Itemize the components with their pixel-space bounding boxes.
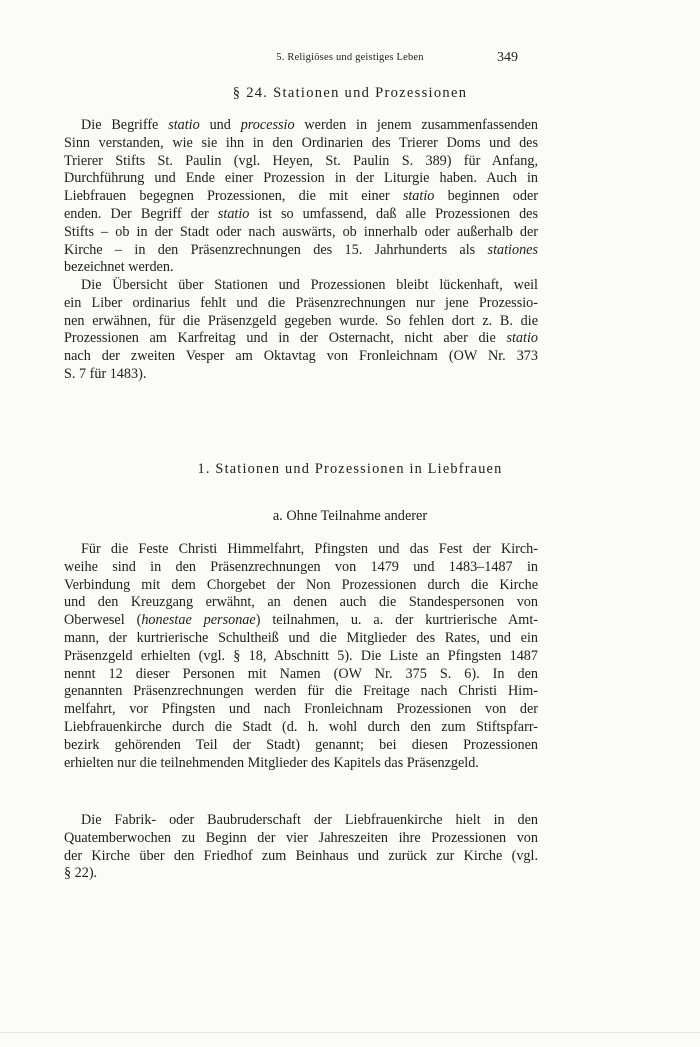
italic-term: statio — [506, 330, 538, 347]
text-run: Prozessionen am Karfreitag und in der Osternacht, nicht aber die — [64, 330, 507, 347]
text-line — [64, 242, 538, 260]
text-run: enden. Der Begriff der — [64, 205, 218, 222]
text-line — [64, 848, 538, 866]
text-line — [64, 612, 538, 630]
text-line — [64, 830, 538, 848]
text-run: werden in jenem zusammenfassenden — [294, 117, 538, 133]
text-run: Die Fabrik- oder Baubruderschaft der Liebfrauenkirche hielt in den — [81, 812, 538, 828]
text-run: S. 7 für 1483). — [64, 365, 147, 382]
text-line — [64, 737, 538, 755]
text-run: Liebfrauen begegnen Prozessionen, die mit einer — [64, 188, 403, 205]
text-line — [64, 812, 538, 830]
subheading-without-participation: a. Ohne Teilnahme anderer — [272, 508, 428, 524]
text-run: ist so umfassend, daß alle Prozessionen des — [249, 205, 538, 222]
section-title: § 24. Stationen und Prozessionen — [232, 85, 468, 101]
text-line — [64, 366, 538, 384]
text-line — [64, 170, 538, 188]
text-run: Trierer Stifts St. Paulin (vgl. Heyen, St. Paulin S. 389) für Anfang, — [64, 152, 538, 169]
text-run: weihe sind in den Präsenzrechnungen von 1479 und 1483–1487 in — [64, 558, 538, 575]
text-line — [64, 630, 538, 648]
paragraph-2-text — [64, 277, 538, 384]
text-run: beginnen oder — [434, 188, 538, 205]
text-run: Oberwesel ( — [64, 612, 142, 629]
text-line — [64, 755, 538, 773]
italic-term: stationes — [487, 241, 538, 258]
italic-term: processio — [240, 117, 295, 133]
text-run: mann, der kurtrierische Schultheiß und die Mitglieder des Rates, und ein — [64, 629, 538, 646]
text-line — [64, 701, 538, 719]
text-run: melfahrt, vor Pfingsten und nach Fronleichnam Prozessionen von der — [64, 701, 538, 718]
text-run: bezirk gehörenden Teil der Stadt) genannt; bei diesen Prozessionen — [64, 736, 538, 753]
text-line — [64, 224, 538, 242]
text-line — [64, 188, 538, 206]
text-run: nen erwähnen, für die Präsenzgeld gegeben wurde. So fehlen dort z. B. die — [64, 312, 538, 329]
text-run: genannten Präsenzrechnungen werden für die Freitage nach Christi Him- — [64, 683, 538, 700]
text-line — [64, 295, 538, 313]
bottom-rule — [0, 1032, 700, 1033]
text-run: Stifts – ob in der Stadt oder nach auswärts, ob innerhalb oder außerhalb der — [64, 223, 538, 240]
text-line — [64, 313, 538, 331]
italic-term: honestae personae — [141, 612, 256, 629]
text-line — [64, 594, 538, 612]
paragraph-3-text — [64, 541, 538, 772]
text-run: Kirche – in den Präsenzrechnungen des 15. Jahrhunderts als — [64, 241, 488, 258]
text-run: nennt 12 dieser Personen mit Namen (OW Nr. 375 S. 6). In den — [64, 665, 538, 682]
text-run: erhielten nur die teilnehmenden Mitglieder des Kapitels das Präsenzgeld. — [64, 754, 479, 771]
text-line — [64, 117, 538, 135]
text-line — [64, 259, 538, 277]
text-line — [64, 348, 538, 366]
text-line — [64, 541, 538, 559]
text-line — [64, 135, 538, 153]
text-run: Präsenzgeld erhielten (vgl. § 18, Abschnitt 5). Die Liste an Pfingsten 1487 — [64, 647, 538, 664]
paragraph-1-text — [64, 117, 538, 277]
paragraph-1 — [64, 117, 538, 277]
text-run: und den Kreuzgang erwähnt, an denen auch die Standespersonen von — [64, 594, 538, 611]
text-run: Die Übersicht über Stationen und Prozessionen bleibt lückenhaft, weil — [81, 277, 538, 293]
text-run: Verbindung mit dem Chorgebet der Non Prozessionen durch die Kirche — [64, 576, 538, 593]
text-run: ) teilnahmen, u. a. der kurtrierische Amt- — [255, 612, 538, 629]
page-number: 349 — [497, 50, 518, 65]
text-run: Quatemberwochen zu Beginn der vier Jahreszeiten ihre Prozessionen von — [64, 829, 538, 846]
text-line — [64, 683, 538, 701]
text-run: ein Liber ordinarius fehlt und die Präsenzrechnungen nur jene Prozessio- — [64, 294, 538, 311]
text-line — [64, 719, 538, 737]
paragraph-4-text — [64, 812, 538, 883]
text-run: Durchführung und Ende einer Prozession in der Liturgie haben. Auch in — [64, 170, 538, 187]
text-run: bezeichnet werden. — [64, 259, 174, 276]
running-head: 5. Religiöses und geistiges Leben — [276, 52, 424, 63]
text-run: Die Begriffe — [81, 117, 169, 133]
text-run: der Kirche über den Friedhof zum Beinhaus und zurück zur Kirche (vgl. — [64, 847, 538, 864]
text-line — [64, 577, 538, 595]
text-line — [64, 277, 538, 295]
text-run: nach der zweiten Vesper am Oktavtag von Fronleichnam (OW Nr. 373 — [64, 348, 538, 365]
text-line — [64, 666, 538, 684]
italic-term: statio — [402, 188, 435, 205]
italic-term: statio — [217, 205, 250, 222]
text-line — [64, 648, 538, 666]
paragraph-2 — [64, 277, 538, 384]
paragraph-3 — [64, 541, 538, 772]
subheading-stations-liebfrauen: 1. Stationen und Prozessionen in Liebfrauen — [197, 461, 503, 477]
text-line — [64, 559, 538, 577]
text-line — [64, 153, 538, 171]
text-line — [64, 330, 538, 348]
page-header — [0, 50, 700, 70]
text-line — [64, 865, 538, 883]
text-run: und — [199, 117, 241, 133]
text-run: Liebfrauenkirche durch die Stadt (d. h. wohl durch den zum Stiftspfarr- — [64, 718, 538, 735]
paragraph-4 — [64, 812, 538, 883]
text-run: § 22). — [64, 865, 98, 882]
text-line — [64, 206, 538, 224]
text-run: Sinn verstanden, wie sie ihn in den Ordinarien des Trierer Doms und des — [64, 134, 538, 151]
text-run: Für die Feste Christi Himmelfahrt, Pfingsten und das Fest der Kirch- — [81, 541, 538, 557]
italic-term: statio — [168, 117, 200, 133]
